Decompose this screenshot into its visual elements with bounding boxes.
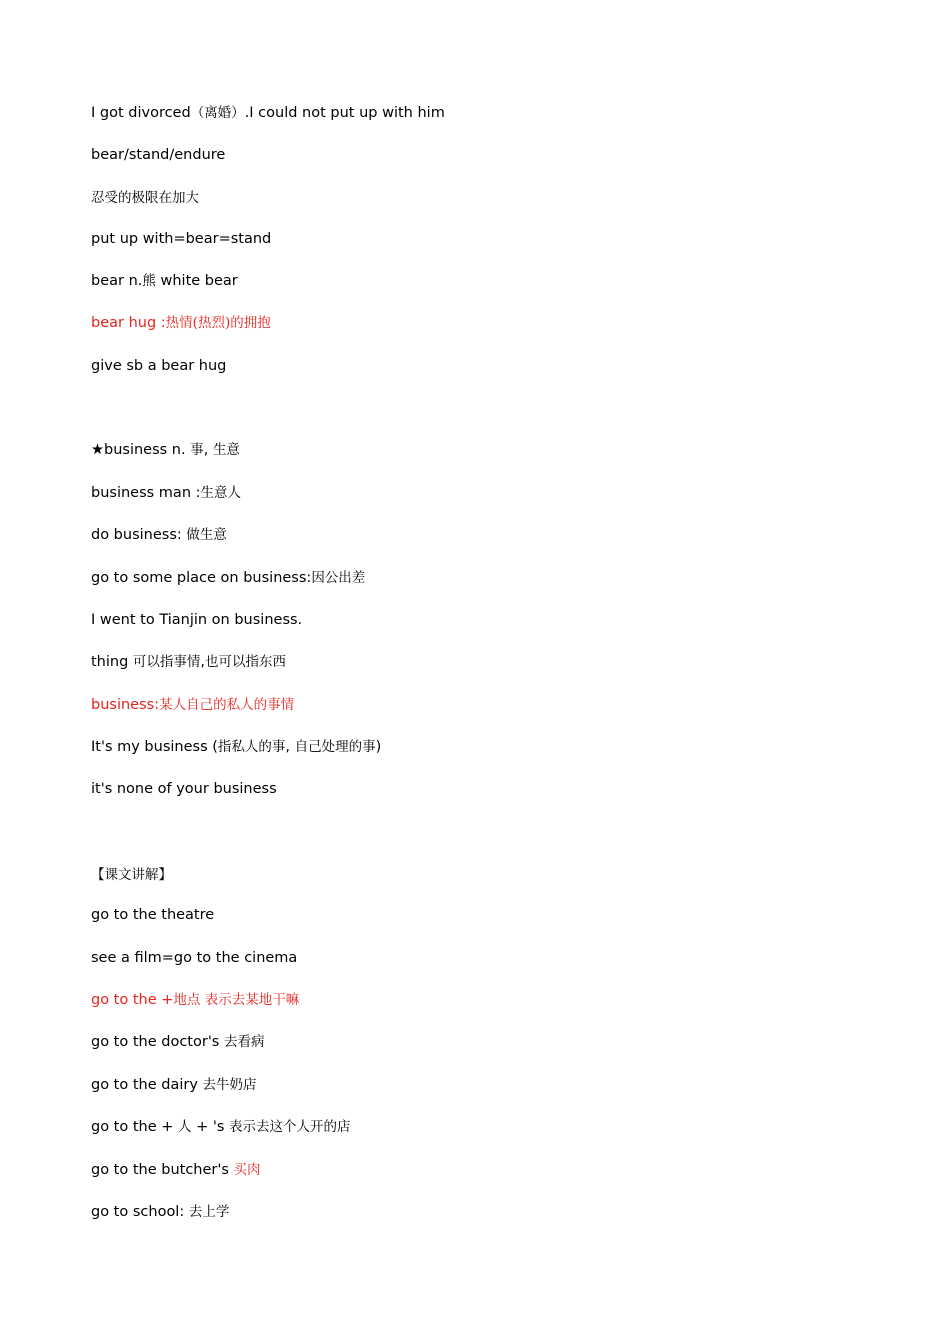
text-line xyxy=(91,483,241,503)
english-text: see a film=go to the cinema xyxy=(91,950,298,966)
chinese-text: 去看病 xyxy=(223,1034,265,1050)
chinese-text: 指私人的事 xyxy=(217,739,286,755)
text-line xyxy=(91,1032,264,1052)
english-text: It's my business ( xyxy=(91,739,218,755)
english-text: go to some place on business: xyxy=(91,570,312,586)
english-text: bear n. xyxy=(91,273,143,289)
chinese-text: 也可以指东西 xyxy=(205,654,287,670)
chinese-text: 可以指事情 xyxy=(132,654,201,670)
text-line xyxy=(91,1160,261,1180)
text-line xyxy=(91,188,199,208)
chinese-text: 表示去这个人开的店 xyxy=(229,1119,351,1135)
text-line xyxy=(91,229,271,249)
text-line xyxy=(91,1202,229,1222)
chinese-text: 买肉 xyxy=(233,1162,261,1178)
english-text: , xyxy=(203,442,213,458)
english-text: go to the + xyxy=(91,1119,179,1135)
english-text: I got divorced xyxy=(91,105,191,121)
text-line xyxy=(91,356,226,376)
text-line xyxy=(91,103,445,123)
english-text: give sb a bear hug xyxy=(91,358,227,374)
text-line xyxy=(91,271,238,291)
chinese-text: 生意 xyxy=(212,442,240,458)
english-text: ★business n. xyxy=(91,442,191,458)
text-line xyxy=(91,568,365,588)
text-line xyxy=(91,313,271,333)
chinese-text: 热情(热烈)的拥抱 xyxy=(165,315,271,331)
text-line xyxy=(91,905,214,925)
english-text: I went to Tianjin on business. xyxy=(91,612,303,628)
text-line xyxy=(91,737,381,757)
text-line xyxy=(91,610,302,630)
section-heading xyxy=(91,865,172,885)
english-text: + 's xyxy=(191,1119,230,1135)
chinese-text: （离婚） xyxy=(190,105,245,121)
english-text: bear/stand/endure xyxy=(91,147,226,163)
english-text: , xyxy=(285,739,295,755)
english-text: bear hug : xyxy=(91,315,166,331)
english-text: go to the doctor's xyxy=(91,1034,224,1050)
text-line xyxy=(91,652,286,672)
english-text: it's none of your business xyxy=(91,781,277,797)
chinese-text: 因公出差 xyxy=(311,570,366,586)
text-line xyxy=(91,145,225,165)
text-line xyxy=(91,948,297,968)
english-text: go to the butcher's xyxy=(91,1162,234,1178)
chinese-text: 【课文讲解】 xyxy=(91,867,172,883)
english-text: .I could not put up with him xyxy=(244,105,445,121)
text-line xyxy=(91,779,277,799)
chinese-text: 去牛奶店 xyxy=(202,1077,257,1093)
chinese-text: 生意人 xyxy=(200,485,242,501)
english-text: ) xyxy=(375,739,382,755)
english-text: white bear xyxy=(155,273,238,289)
chinese-text: 忍受的极限在加大 xyxy=(91,190,199,206)
english-text: do business: xyxy=(91,527,187,543)
text-line xyxy=(91,1117,351,1137)
chinese-text: 去上学 xyxy=(188,1204,230,1220)
text-line xyxy=(91,1075,257,1095)
chinese-text: 做生意 xyxy=(186,527,227,543)
chinese-text: 熊 xyxy=(142,273,156,289)
english-text: , xyxy=(200,654,206,670)
english-text: go to the + xyxy=(91,992,174,1008)
english-text: put up with=bear=stand xyxy=(91,231,272,247)
chinese-text: 人 xyxy=(178,1119,192,1135)
english-text: business man : xyxy=(91,485,201,501)
english-text: go to the theatre xyxy=(91,907,215,923)
chinese-text: 自己处理的事 xyxy=(294,739,376,755)
english-text: go to school: xyxy=(91,1204,189,1220)
text-line xyxy=(91,440,240,460)
english-text: business: xyxy=(91,697,160,713)
english-text: go to the dairy xyxy=(91,1077,203,1093)
chinese-text: 地点 表示去某地干嘛 xyxy=(173,992,300,1008)
chinese-text: 某人自己的私人的事情 xyxy=(159,697,295,713)
english-text: thing xyxy=(91,654,133,670)
chinese-text: 事 xyxy=(190,442,204,458)
text-line xyxy=(91,695,294,715)
text-line xyxy=(91,525,227,545)
text-line xyxy=(91,990,299,1010)
